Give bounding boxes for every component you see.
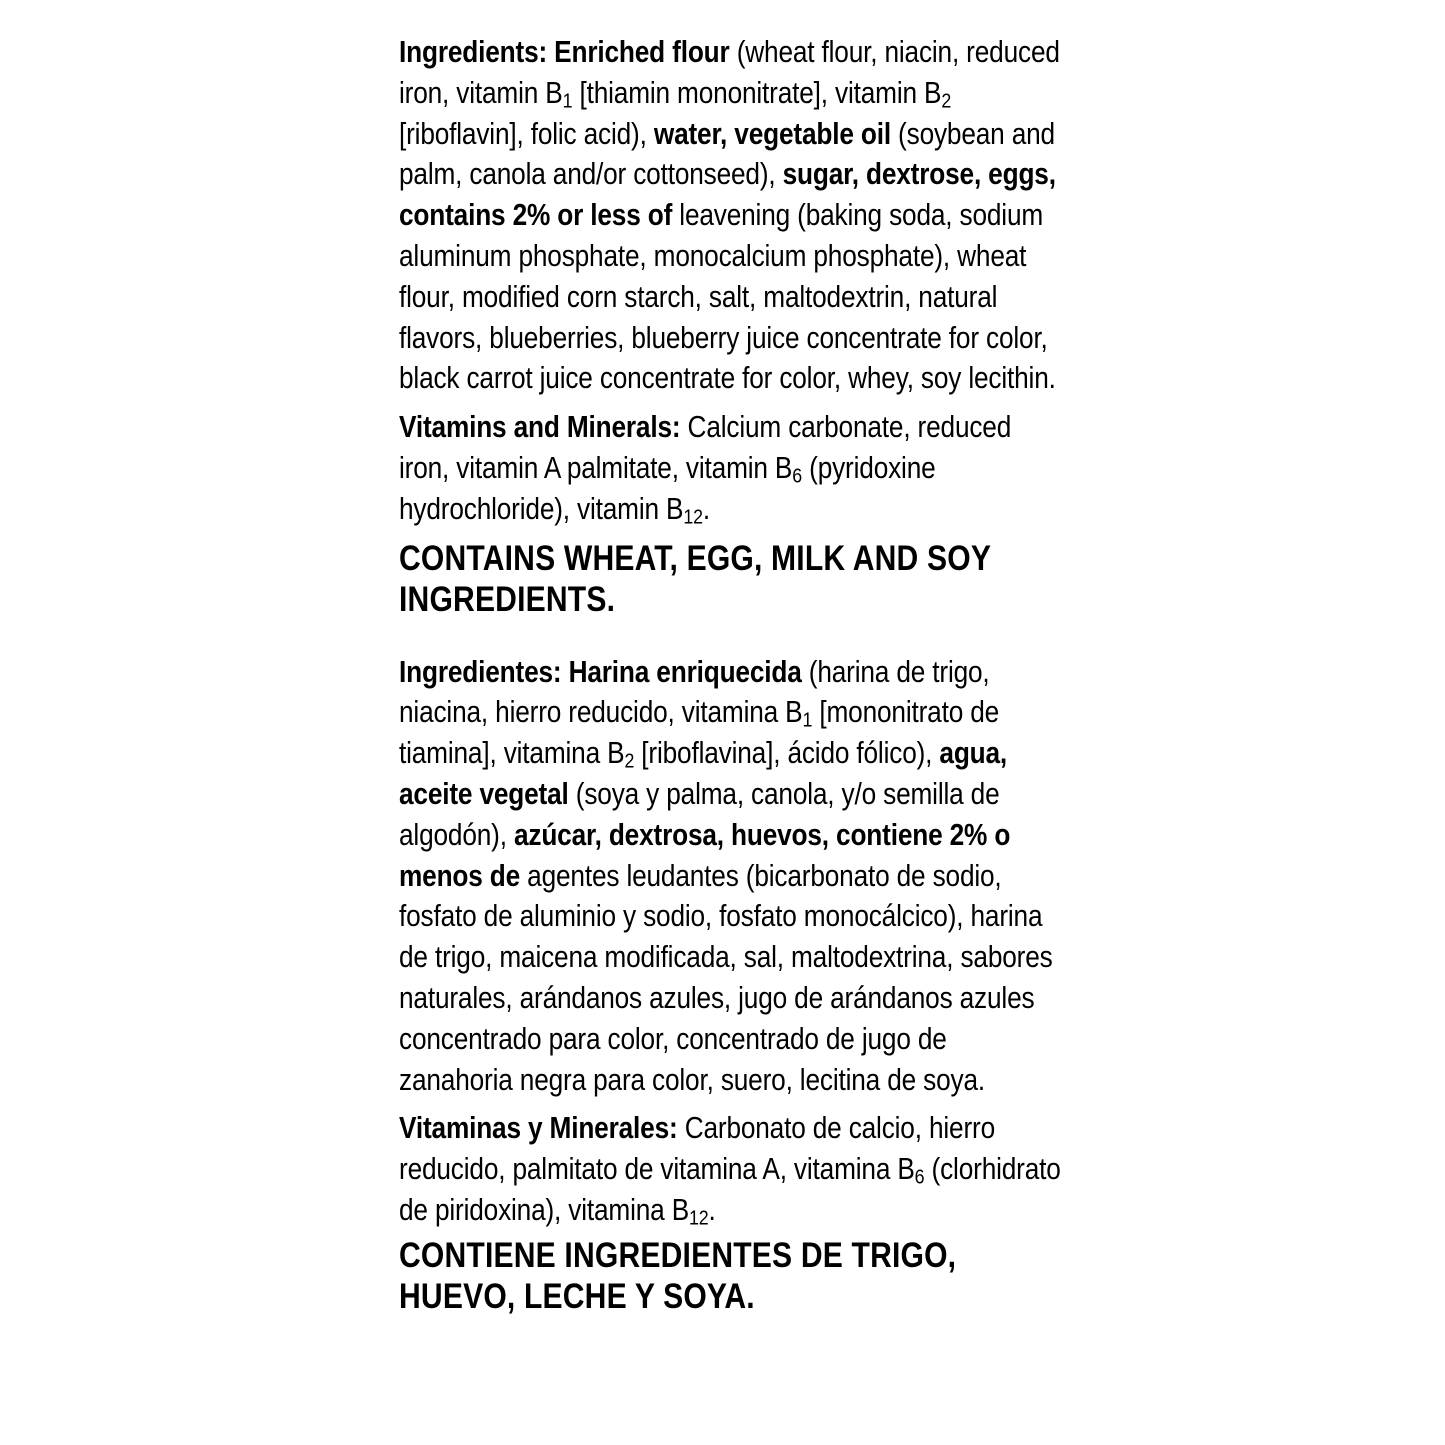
spanish-subscript: 12 xyxy=(689,1206,709,1230)
english-ingredient-text: (wheat flour, niacin, reduced iron, vitamin B xyxy=(399,35,1060,110)
spanish-subscript: 2 xyxy=(624,749,635,773)
english-subscript: 12 xyxy=(683,505,703,529)
english-ingredient-enriched-flour: Enriched flour xyxy=(554,35,730,69)
spanish-ingredient-water-oil: agua, aceite vegetal xyxy=(399,736,1008,811)
spanish-subscript: 6 xyxy=(914,1165,925,1189)
english-ingredient-text: [riboflavin], folic acid), xyxy=(399,116,654,151)
spanish-vitamins-heading: Vitaminas y Minerales: xyxy=(399,1111,678,1146)
english-subscript: 1 xyxy=(562,89,573,113)
spanish-ingredients-heading: Ingredientes: xyxy=(399,654,562,689)
english-vitamins-text: Calcium carbonate, reduced iron, vitamin A palmitate, vitamin B xyxy=(399,410,1012,485)
english-subscript: 6 xyxy=(792,464,803,488)
english-ingredient-water-oil: water, vegetable oil xyxy=(653,116,891,151)
english-vitamins-text: . xyxy=(702,491,710,526)
spanish-vitamins-text: Carbonato de calcio, hierro reducido, palmitato de vitamina A, vitamina B xyxy=(399,1111,995,1187)
spanish-ingredient-sugar-eggs: azúcar, dextrosa, huevos, contiene 2% o menos de xyxy=(399,817,1011,893)
english-ingredient-text: (soybean and palm, canola and/or cottonseed), xyxy=(399,116,1055,192)
english-vitamins-text: (pyridoxine hydrochloride), vitamin B xyxy=(399,450,936,526)
english-vitamins-heading: Vitamins and Minerals: xyxy=(399,410,681,445)
english-allergen-statement: CONTAINS WHEAT, EGG, MILK AND SOY INGREDIENTS. xyxy=(399,538,991,619)
english-ingredients-paragraph xyxy=(399,32,1064,399)
spanish-ingredient-text: (soya y palma, canola, y/o semilla de algodón), xyxy=(399,776,1000,852)
english-subscript: 2 xyxy=(941,89,952,113)
spanish-ingredient-text: (harina de trigo, niacina, hierro reducido, vitamina B xyxy=(399,654,990,730)
spanish-ingredient-text: agentes leudantes (bicarbonato de sodio, fosfato de aluminio y sodio, fosfato monocálcico), harina de trigo, maicena modificada, sal, maltodextrina, sabores naturales, arándanos azules, jugo de arándanos azules concentrado para color, concentrado de jugo de zanahoria negra para color, suero, lecitina de soya. xyxy=(399,858,1053,1097)
english-ingredient-text: leavening (baking soda, sodium aluminum phosphate, monocalcium phosphate), wheat flour, modified corn starch, salt, maltodextrin, natural flavors, blueberries, blueberry juice concentrate for color, black carrot juice concentrate for color, whey, soy lecithin. xyxy=(399,198,1056,396)
spanish-ingredient-text: [riboflavina], ácido fólico), xyxy=(634,736,940,771)
spanish-allergen-statement: CONTIENE INGREDIENTES DE TRIGO, HUEVO, LECHE Y SOYA. xyxy=(399,1235,957,1316)
english-vitamins-paragraph xyxy=(399,407,1064,529)
spanish-vitamins-text: . xyxy=(708,1192,716,1227)
spanish-ingredient-text: [mononitrato de tiamina], vitamina B xyxy=(399,695,1000,771)
spanish-subscript: 1 xyxy=(802,708,813,732)
english-ingredient-text: [thiamin mononitrate], vitamin B xyxy=(572,75,942,110)
spanish-vitamins-paragraph xyxy=(399,1108,1064,1230)
ingredients-label-panel xyxy=(399,32,1064,1317)
english-ingredient-sugar-eggs: sugar, dextrose, eggs, contains 2% or less of xyxy=(399,157,1056,233)
spanish-ingredient-enriched-flour: Harina enriquecida xyxy=(568,654,802,689)
spanish-ingredients-paragraph xyxy=(399,652,1064,1101)
english-ingredients-heading: Ingredients: xyxy=(399,35,548,69)
spanish-vitamins-text: (clorhidrato de piridoxina), vitamina B xyxy=(399,1152,1061,1227)
